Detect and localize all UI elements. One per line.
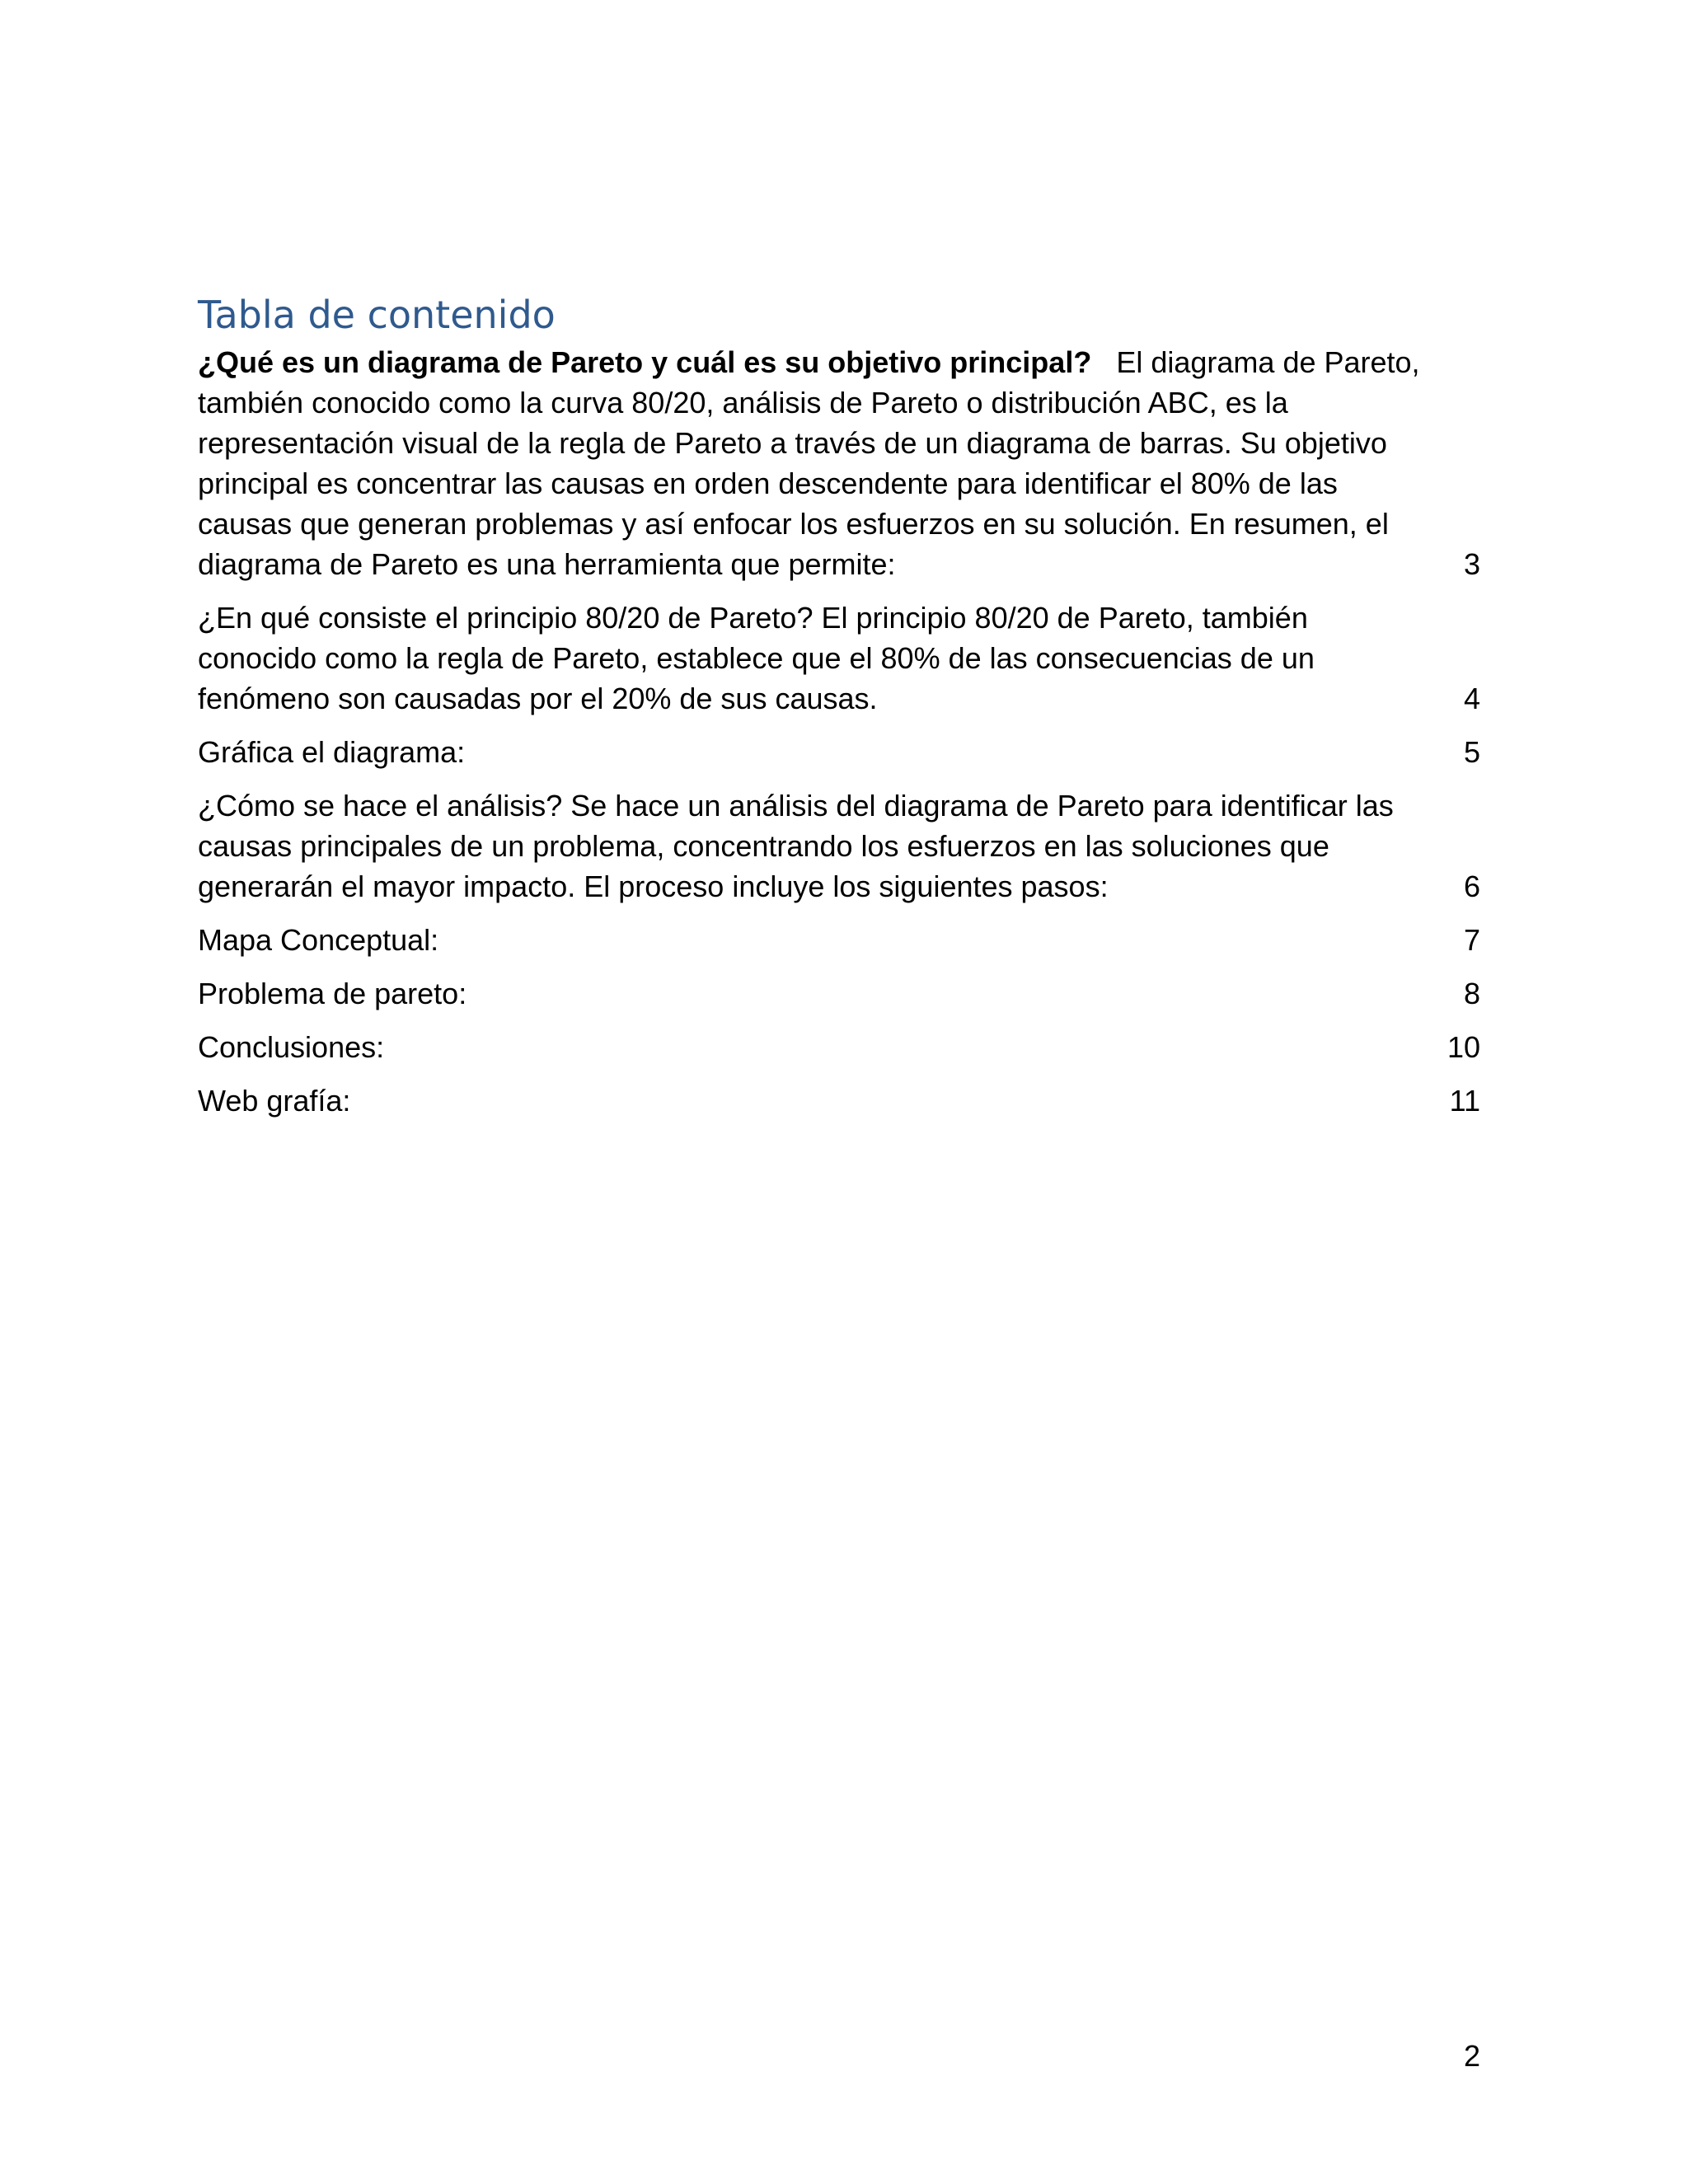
toc-entry-text: Problema de pareto: [198,977,467,1010]
toc-entry-text: El diagrama de Pareto, también conocido como la curva 80/20, análisis de Pareto o distribución ABC, es la representación visual de la regla de Pareto a través de un diagrama de barras. Su objetivo principal es concentrar las causas en orden descendente para identificar el 80% de las causas que generan problemas y así enfocar los esfuerzos en su solución. En resumen, el diagrama de Pareto es una herramienta que permite: [198,345,1420,581]
page-number: 2 [1463,2039,1480,2073]
toc-entry-page-number: 11 [1449,1084,1480,1118]
toc-entry-concept-map[interactable] [198,920,1480,960]
toc-entry-text: ¿Cómo se hace el análisis? Se hace un análisis del diagrama de Pareto para identificar las causas principales de un problema, concentrando los esfuerzos en las soluciones que generarán el mayor impacto. El proceso incluye los siguientes pasos: [198,789,1394,903]
toc-entry-text [1100,345,1116,379]
toc-entry-text: ¿En qué consiste el principio 80/20 de Pareto? El principio 80/20 de Pareto, también conocido como la regla de Pareto, establece que el 80% de las consecuencias de un fenómeno son causadas por el 20% de sus causas. [198,601,1315,715]
table-of-contents [198,342,1480,1134]
toc-entry-page-number: 7 [1463,923,1480,957]
toc-entry-text: Gráfica el diagrama: [198,735,466,769]
toc-entry-pareto-problem[interactable] [198,973,1480,1014]
toc-entry-analysis[interactable] [198,785,1480,907]
toc-entry-page-number: 3 [1463,547,1480,581]
toc-entry-chart[interactable] [198,732,1480,772]
toc-entry-page-number: 6 [1463,869,1480,903]
toc-entry-text: Web grafía: [198,1084,351,1118]
toc-entry-page-number: 4 [1463,682,1480,715]
toc-entry-page-number: 10 [1447,1030,1480,1064]
toc-entry-conclusions[interactable] [198,1027,1480,1067]
toc-entry-pareto-definition[interactable] [198,342,1480,584]
toc-entry-text: Conclusiones: [198,1030,385,1064]
toc-entry-80-20-principle[interactable] [198,598,1480,719]
toc-entry-page-number: 5 [1463,735,1480,769]
toc-entry-page-number: 8 [1463,977,1480,1010]
toc-entry-text: Mapa Conceptual: [198,923,439,957]
toc-entry-webography[interactable] [198,1080,1480,1121]
toc-entry-heading: ¿Qué es un diagrama de Pareto y cuál es su objetivo principal? [198,345,1092,379]
toc-title: Tabla de contenido [198,293,556,337]
